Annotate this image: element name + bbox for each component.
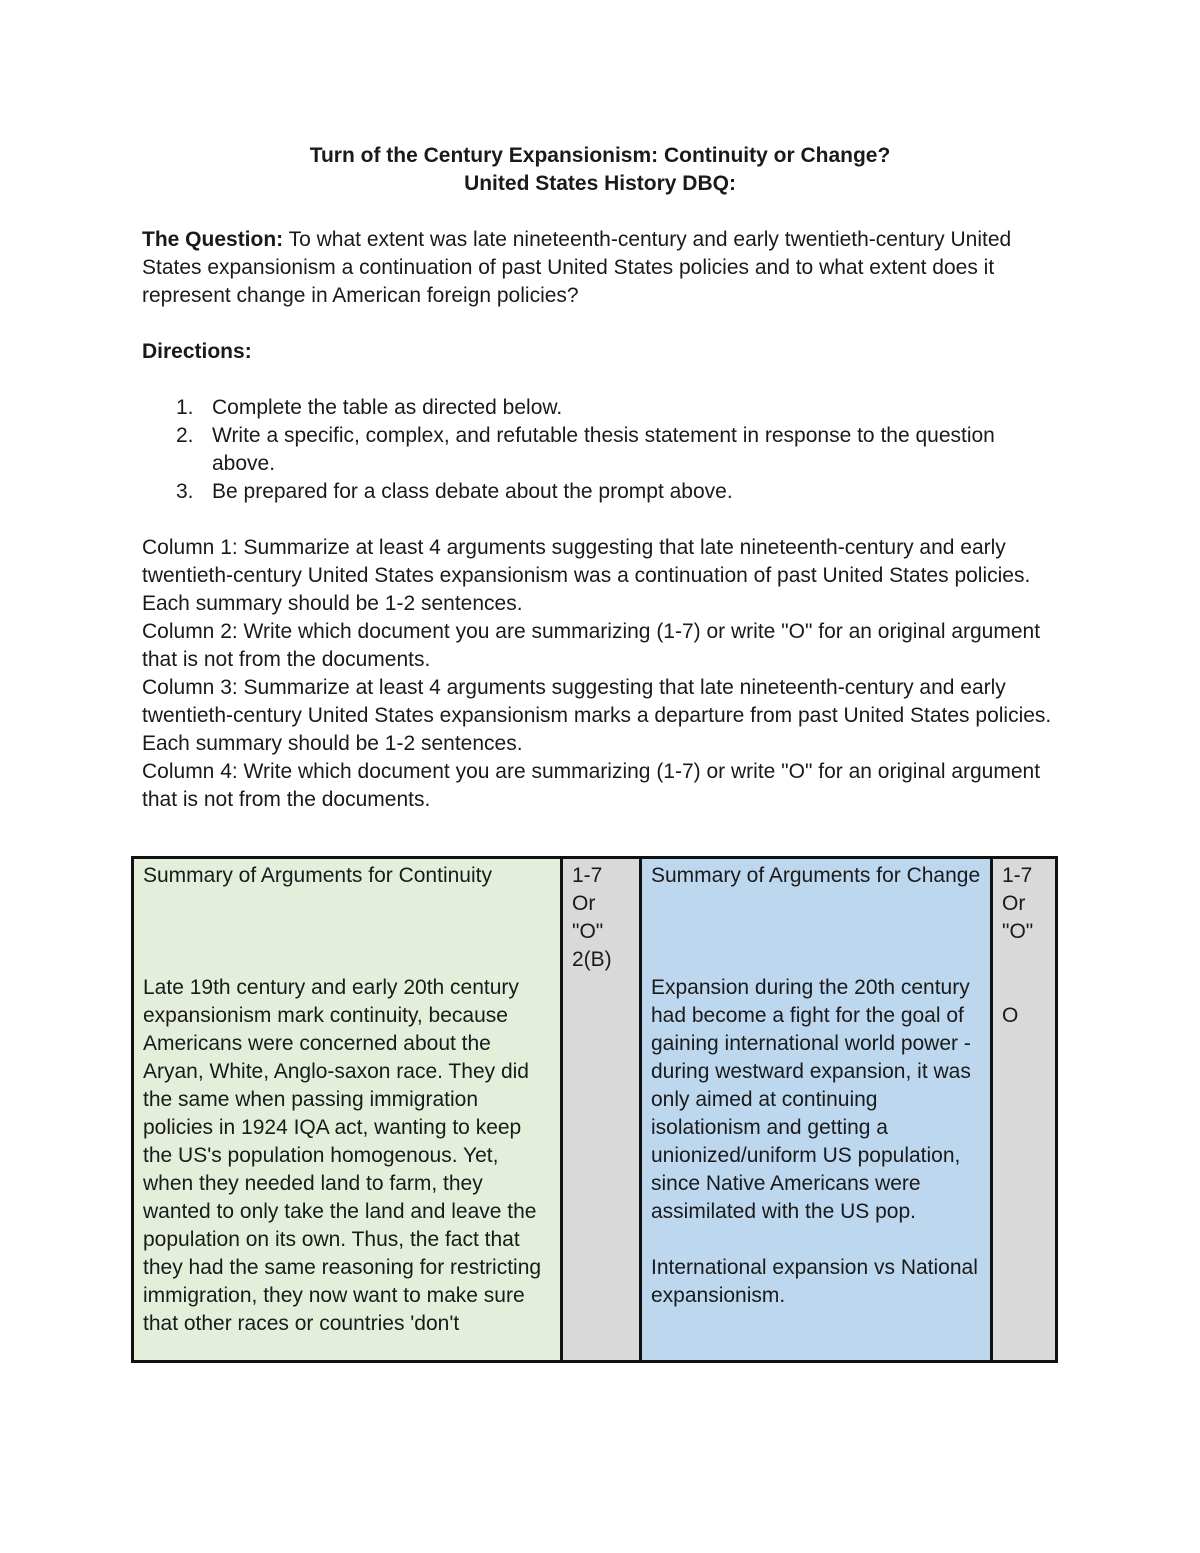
list-number: 3. (176, 480, 194, 503)
directions-item (142, 422, 1062, 478)
question-paragraph (142, 226, 1062, 310)
list-number: 2. (176, 424, 194, 447)
column-2-instruction: Column 2: Write which document you are summarizing (1-7) or write "O" for an original argument that is not from the documents. (142, 620, 1041, 671)
continuity-text: Summary of Arguments for Continuity Late 19th century and early 20th century expansionism mark continuity, because Americans were concerned about the Aryan, White, Anglo-saxon race. They did the same when passing immigration policies in 1924 IQA act, wanting to keep the US's population homogenous. Yet, when they needed land to farm, they wanted to only take the land and leave the population on its own. Thus, the fact that they had the same reasoning for restricting immigration, they now want to make sure that other races or countries 'don't (143, 864, 542, 1335)
directions-list (142, 394, 1062, 506)
document-body (142, 226, 1062, 814)
continuity-doc-cell[interactable] (562, 858, 641, 1362)
arguments-table (131, 856, 1058, 1363)
list-item-text: Write a specific, complex, and refutable thesis statement in response to the question above. (212, 424, 995, 475)
change-doc-text: 1-7 Or "O" O (1002, 864, 1034, 1027)
continuity-doc-text: 1-7 Or "O" 2(B) (572, 864, 612, 971)
question-text: To what extent was late nineteenth-century and early twentieth-century United States expansionism a continuation of past United States policies and to what extent does it represent change in American foreign policies? (142, 228, 1012, 307)
document-subtitle: United States History DBQ: (464, 172, 736, 195)
list-item-text: Be prepared for a class debate about the prompt above. (212, 480, 733, 503)
continuity-cell[interactable] (133, 858, 562, 1362)
directions-item (142, 394, 1062, 422)
directions-heading: Directions: (142, 340, 252, 363)
change-cell[interactable] (641, 858, 992, 1362)
directions-item (142, 478, 1062, 506)
column-1-instruction: Column 1: Summarize at least 4 arguments suggesting that late nineteenth-century and early twentieth-century United States expansionism was a continuation of past United States policies. Each summary should be 1-2 sentences. (142, 536, 1031, 615)
table-row (133, 858, 1057, 1362)
title-block (0, 142, 1200, 198)
question-label: The Question: (142, 228, 284, 251)
list-number: 1. (176, 396, 194, 419)
document-title: Turn of the Century Expansionism: Continuity or Change? (309, 144, 891, 167)
column-4-instruction: Column 4: Write which document you are summarizing (1-7) or write "O" for an original argument that is not from the documents. (142, 760, 1041, 811)
change-text: Summary of Arguments for Change Expansion during the 20th century had become a fight for the goal of gaining international world power - during westward expansion, it was only aimed at continuing isolationism and getting a unionized/uniform US population, since Native Americans were assimilated with the US pop. International expansion vs National expansionism. (651, 864, 981, 1307)
change-doc-cell[interactable] (992, 858, 1057, 1362)
column-3-instruction: Column 3: Summarize at least 4 arguments suggesting that late nineteenth-century and early twentieth-century United States expansionism marks a departure from past United States policies. Each summary should be 1-2 sentences. (142, 676, 1052, 755)
list-item-text: Complete the table as directed below. (212, 396, 563, 419)
